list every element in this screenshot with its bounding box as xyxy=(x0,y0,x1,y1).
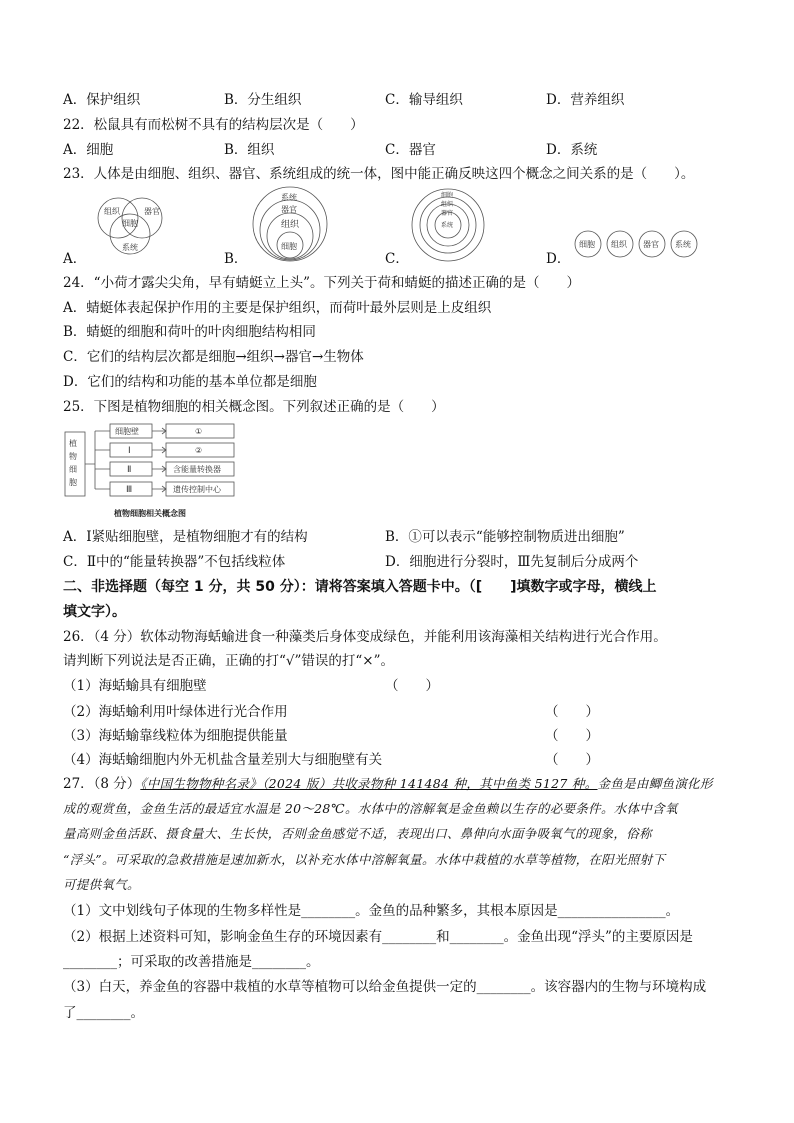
q23-a-label-cell: 细胞 xyxy=(122,219,138,228)
q23-figure-b-nested xyxy=(248,185,332,263)
q22-stem: 22．松鼠具有而松树不具有的结构层次是（ ） xyxy=(63,117,364,133)
q23-option-b: B． xyxy=(224,251,248,267)
q25-node-iii: Ⅲ xyxy=(126,485,133,495)
q24-stem: 24．“小荷才露尖尖角，早有蜻蜓立上头”。下列关于荷和蜻蜓的描述正确的是（ ） xyxy=(63,275,580,291)
q27-underlined-sentence: 《中国生物物种名录》（2024 版）共收录物种 141484 种，其中鱼类 5127 种。 xyxy=(140,776,598,791)
q23-option-a: A． xyxy=(63,251,87,267)
q23-figure-a-venn xyxy=(90,190,170,260)
q23-d-label-organ: 器官 xyxy=(643,240,659,249)
section-2-heading-cont: 填文字）。 xyxy=(63,604,126,620)
svg-text:物: 物 xyxy=(69,452,77,461)
q23-d-label-system: 系统 xyxy=(675,240,691,249)
q27-subquestion-3: （3）白天，养金鱼的容器中栽植的水草等植物可以给金鱼提供一定的________。该容器内的生物与环境构成 xyxy=(63,979,707,995)
q25-node-i: Ⅰ xyxy=(128,446,131,456)
q21-option-a: A．保护组织 xyxy=(63,92,141,108)
q23-option-d: D． xyxy=(546,251,571,267)
q25-result-3: 含能量转换器 xyxy=(173,465,221,474)
q25-result-1: ① xyxy=(195,427,203,436)
svg-text:细: 细 xyxy=(69,465,77,474)
q23-d-label-tissue: 组织 xyxy=(611,240,627,249)
q24-option-a: A．蜻蜓体表起保护作用的主要是保护组织，而荷叶最外层则是上皮组织 xyxy=(63,300,492,316)
q23-figure-c-concentric xyxy=(410,187,486,263)
q25-option-d: D．细胞进行分裂时，Ⅲ先复制后分成两个 xyxy=(385,554,639,570)
q26-item-4: （4）海蛞蝓细胞内外无机盐含量差别大与细胞壁有关 xyxy=(63,752,383,768)
q23-c-label-system: 系统 xyxy=(441,222,454,229)
q27-subquestion-1: （1）文中划线句子体现的生物多样性是________。金鱼的品种繁多，其根本原因是________________。 xyxy=(63,903,680,919)
q25-figure-caption: 植物细胞相关概念图 xyxy=(114,509,186,518)
q23-d-label-cell: 细胞 xyxy=(579,240,595,249)
q21-option-c: C．输导组织 xyxy=(385,92,463,108)
q27-subquestion-3-cont: 了________。 xyxy=(63,1005,144,1021)
q27-paragraph-line-4: “浮头”。可采取的急救措施是速加新水，以补充水体中溶解氧量。水体中栽植的水草等植物，在阳光照射下 xyxy=(63,852,666,867)
q22-option-a: A．细胞 xyxy=(63,142,114,158)
q23-a-label-organ: 器官 xyxy=(144,207,160,216)
q26-answer-blank-1[interactable]: （ ） xyxy=(385,678,439,694)
svg-text:胞: 胞 xyxy=(69,478,77,487)
q22-option-c: C．器官 xyxy=(385,142,436,158)
q21-option-d: D．营养组织 xyxy=(546,92,625,108)
q26-item-3: （3）海蛞蝓靠线粒体为细胞提供能量 xyxy=(63,728,288,744)
q24-option-d: D．它们的结构和功能的基本单位都是细胞 xyxy=(63,374,317,390)
q23-b-label-tissue: 组织 xyxy=(281,220,300,230)
q25-option-c: C．Ⅱ中的“能量转换器”不包括线粒体 xyxy=(63,554,286,570)
q23-b-label-organ: 器官 xyxy=(281,205,297,214)
q25-node-ii: Ⅱ xyxy=(127,465,132,475)
q22-option-d: D．系统 xyxy=(546,142,598,158)
q26-answer-blank-3[interactable]: （ ） xyxy=(545,728,599,744)
q23-figure-d-chain xyxy=(573,230,703,258)
q25-option-b: B．①可以表示“能够控制物质进出细胞” xyxy=(385,529,625,545)
q23-c-label-tissue: 组织 xyxy=(441,201,454,208)
q27-paragraph-line-5: 可提供氧气。 xyxy=(63,877,140,892)
q26-answer-blank-2[interactable]: （ ） xyxy=(545,704,599,720)
q23-a-label-system: 系统 xyxy=(122,243,138,252)
q22-option-b: B．组织 xyxy=(224,142,275,158)
q26-stem: 26．（4 分）软体动物海蛞蝓进食一种藻类后身体变成绿色，并能利用该海藻相关结构进行光合作用。 xyxy=(63,629,667,645)
q23-a-label-tissue: 组织 xyxy=(104,207,120,216)
q25-result-2: ② xyxy=(195,446,203,455)
svg-text:植: 植 xyxy=(69,439,77,448)
q26-instruction: 请判断下列说法是否正确，正确的打“√”错误的打“×”。 xyxy=(63,653,395,669)
q27-paragraph-line-3: 量高则金鱼活跃、摄食量大、生长快，否则金鱼感觉不适，表现出口、鼻伸向水面争吸氧气的现象，俗称 xyxy=(63,826,652,841)
q27-paragraph-line-2: 成的观赏鱼，金鱼生活的最适宜水温是 20～28℃。水体中的溶解氧是金鱼赖以生存的必要条件。水体中含氧 xyxy=(63,801,678,816)
q24-option-b: B．蜻蜓的细胞和荷叶的叶肉细胞结构相同 xyxy=(63,324,316,340)
q27-subquestion-2-cont: ________；可采取的改善措施是________。 xyxy=(63,954,320,970)
q23-c-label-cell: 细胞 xyxy=(441,192,454,199)
q26-answer-blank-4[interactable]: （ ） xyxy=(545,752,599,768)
q25-option-a: A．Ⅰ紧贴细胞壁，是植物细胞才有的结构 xyxy=(63,529,308,545)
q26-item-1: （1）海蛞蝓具有细胞壁 xyxy=(63,678,207,694)
q21-option-b: B．分生组织 xyxy=(224,92,302,108)
q23-c-label-organ: 器官 xyxy=(441,210,454,217)
q27-subquestion-2: （2）根据上述资料可知，影响金鱼生存的环境因素有________和________。金鱼出现“浮头”的主要原因是 xyxy=(63,929,693,945)
q25-result-4: 遗传控制中心 xyxy=(173,485,221,494)
q23-b-label-system: 系统 xyxy=(281,193,297,202)
q25-stem: 25．下图是植物细胞的相关概念图。下列叙述正确的是（ ） xyxy=(63,399,445,415)
q27-line-1-rest: 金鱼是由鲫鱼演化形 xyxy=(597,776,713,791)
q27-paragraph-line-1 xyxy=(63,775,713,793)
q26-item-2: （2）海蛞蝓利用叶绿体进行光合作用 xyxy=(63,704,288,720)
q25-node-cell-wall: 细胞壁 xyxy=(115,427,139,436)
q23-b-label-cell: 细胞 xyxy=(281,242,297,251)
q23-stem: 23．人体是由细胞、组织、器官、系统组成的统一体，图中能正确反映这四个概念之间关系的是（ ）。 xyxy=(63,166,695,182)
q23-option-c: C． xyxy=(385,251,409,267)
q24-option-c: C．它们的结构层次都是细胞→组织→器官→生物体 xyxy=(63,349,364,365)
q25-concept-map xyxy=(62,418,242,520)
section-2-heading: 二、非选择题（每空 1 分，共 50 分）：请将答案填入答题卡中。（[ ]填数字或字母，横线上 xyxy=(63,579,657,595)
q27-lead: 27．（8 分） xyxy=(63,776,141,792)
